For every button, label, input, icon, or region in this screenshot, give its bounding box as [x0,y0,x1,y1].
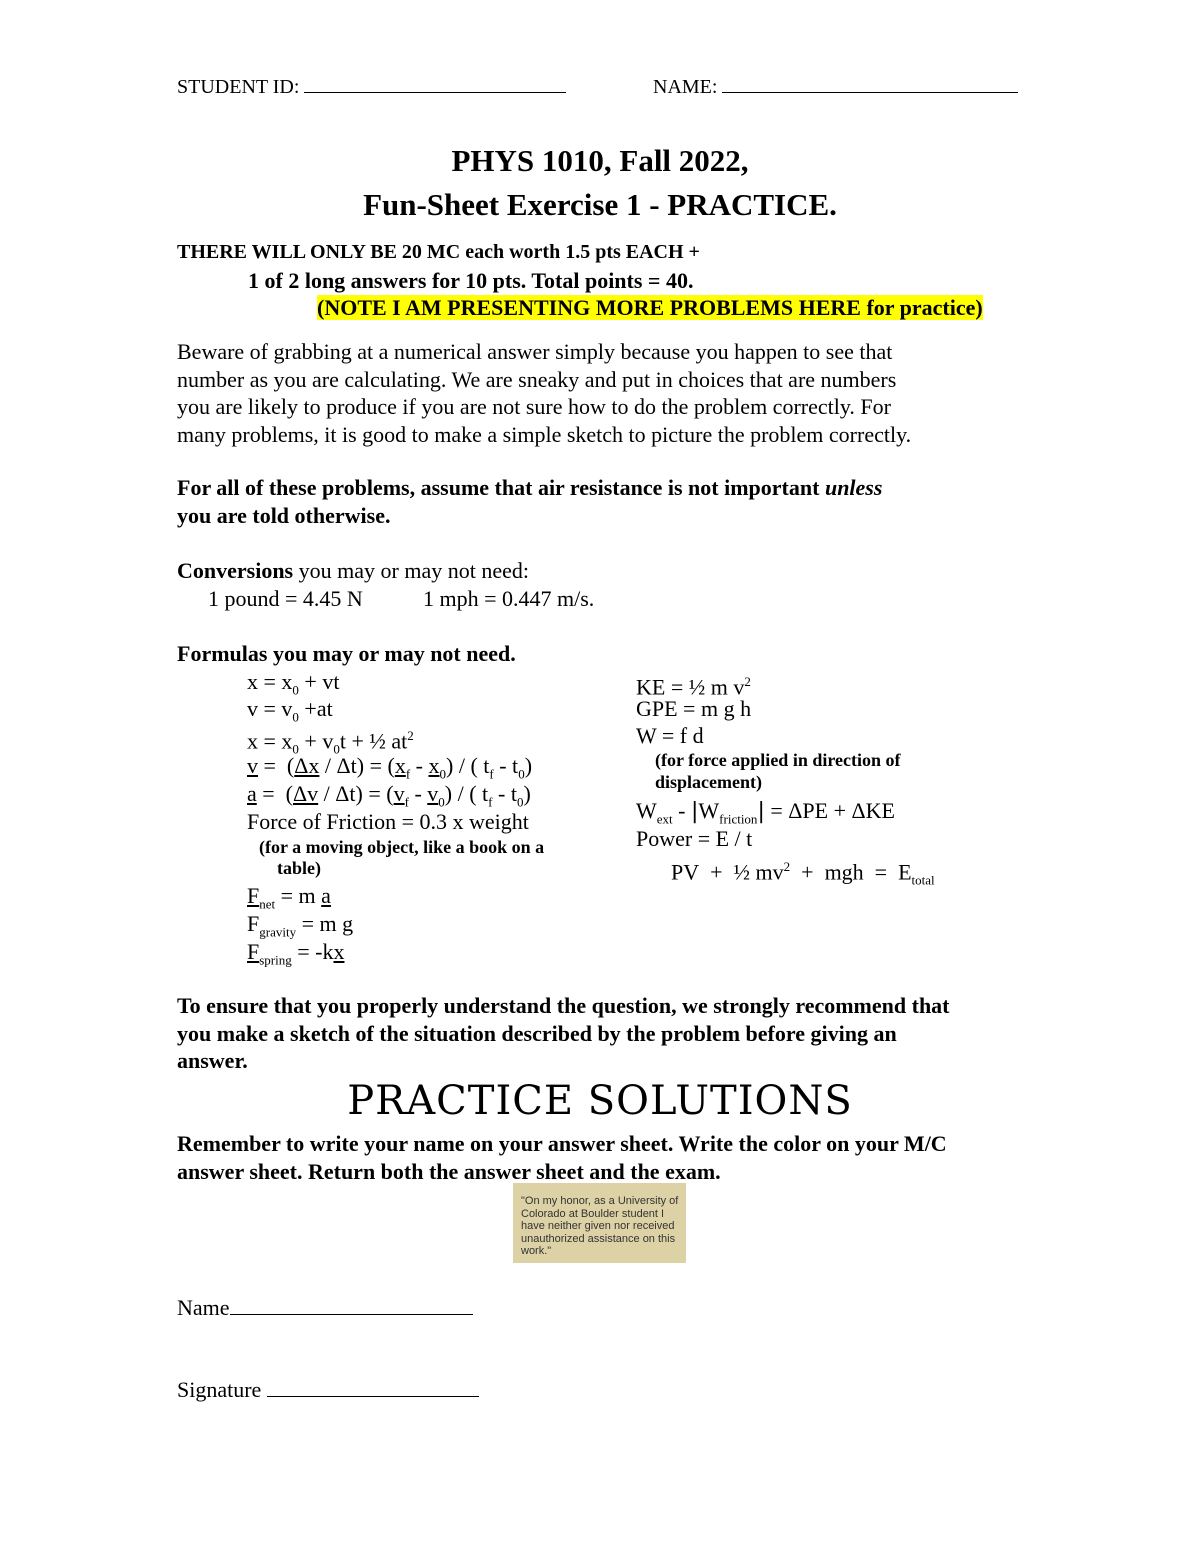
student-id-label: STUDENT ID: [177,76,300,98]
formulas-heading: Formulas you may or may not need. [177,641,516,666]
beware-line-3: you are likely to produce if you are not sure how to do the problem correctly. For [177,394,891,419]
signature-row [177,1376,479,1404]
student-id-row [177,74,566,99]
air-line-2: you are told otherwise. [177,502,391,528]
formula-gravity: $F_{gravity} = m$ g [247,911,354,940]
remember-line-2: answer sheet. Return both the answer sheet and the exam. [177,1158,721,1184]
name-label: NAME: [653,76,718,98]
signoff-name-row [177,1294,473,1322]
signoff-name-label: Name [177,1295,230,1320]
formula-friction: Force of Friction = 0.3 x weight [247,809,529,834]
sketch-line-2: you make a sketch of the situation described by the problem before giving an [177,1020,897,1046]
honor-code-text: "On my honor, as a University of Colorado at Boulder student I have neither given nor received unauthorized assistance on this work." [521,1195,679,1257]
remember-line-1: Remember to write your name on your answer sheet. Write the color on your M/C [177,1131,947,1156]
sketch-line-3: answer. [177,1048,248,1073]
highlight-text: (NOTE I AM PRESENTING MORE PROBLEMS HERE for practice) [317,295,983,320]
sketch-line-1: To ensure that you properly understand the question, we strongly recommend that [177,993,950,1018]
signature-field[interactable] [267,1378,479,1397]
course-title: PHYS 1010, Fall 2022, [451,143,749,178]
formula-spring: $F_{spring} = -kx$ [247,939,345,968]
air-line-1: For all of these problems, assume that air resistance is not important unless [177,475,883,500]
work-note-2: displacement) [655,772,762,792]
formula-velocity: $v = v_0 +at$ [247,696,333,725]
formula-kinematic: $x = x_0 + v_0t$ + ½ $at^2$ [247,728,414,757]
notice-line-2: 1 of 2 long answers for 10 pts. Total points = 40. [248,268,694,293]
exercise-title: Fun-Sheet Exercise 1 - PRACTICE. [363,187,837,222]
beware-paragraph [177,338,1037,448]
beware-line-1: Beware of grabbing at a numerical answer simply because you happen to see that [177,339,893,364]
friction-note-1: (for a moving object, like a book on a [259,837,545,857]
formula-position: $x = x_0$ + vt [247,669,340,698]
friction-note-2: table) [277,858,321,878]
honor-code-box [513,1183,686,1263]
notice-highlight [317,294,983,322]
remember-paragraph [177,1130,1037,1185]
name-row [653,74,1018,99]
conversion-pound: 1 pound = 4.45 N [208,586,363,611]
sketch-paragraph [177,992,1037,1075]
formula-kinetic-energy: KE = ½ m $v^2$ [636,674,751,700]
formula-avg-acceleration: $a = (\Delta v / \Delta t) = (v_f - v_0)$ / ( $t_f - t_0$) [247,781,531,810]
formula-work: W = f d [636,723,704,748]
formula-work-energy: $W_{ext} - |W_{friction}| = \Delta PE + \Delta KE$ [636,798,895,827]
beware-line-4: many problems, it is good to make a simple sketch to picture the problem correctly. [177,421,912,447]
signature-label: Signature [177,1377,262,1402]
work-note-1: (for force applied in direction of [655,750,901,770]
name-field[interactable] [722,74,1018,93]
formula-avg-velocity: $v = (\Delta x / \Delta t) = (x_f - x_0)$ / ( $t_f - t_0$) [247,753,533,782]
solutions-title: PRACTICE SOLUTIONS [347,1078,853,1124]
student-id-field[interactable] [304,74,566,93]
formula-power: Power = E / t [636,826,753,851]
formula-net-force: $F_{net} = m$ a [247,883,331,912]
conversions-heading: Conversions you may or may not need: [177,558,529,583]
formula-gpe: GPE = m g h [636,696,752,721]
formula-bernoulli: PV + ½ $mv^2$ + mgh = $E_{total}$ [671,859,935,888]
conversion-mph: 1 mph = 0.447 m/s. [423,586,595,611]
beware-line-2: number as you are calculating. We are sneaky and put in choices that are numbers [177,366,897,392]
notice-line-1: THERE WILL ONLY BE 20 MC each worth 1.5 pts EACH + [177,241,700,263]
air-resistance-paragraph [177,474,1037,529]
signoff-name-field[interactable] [230,1296,473,1315]
